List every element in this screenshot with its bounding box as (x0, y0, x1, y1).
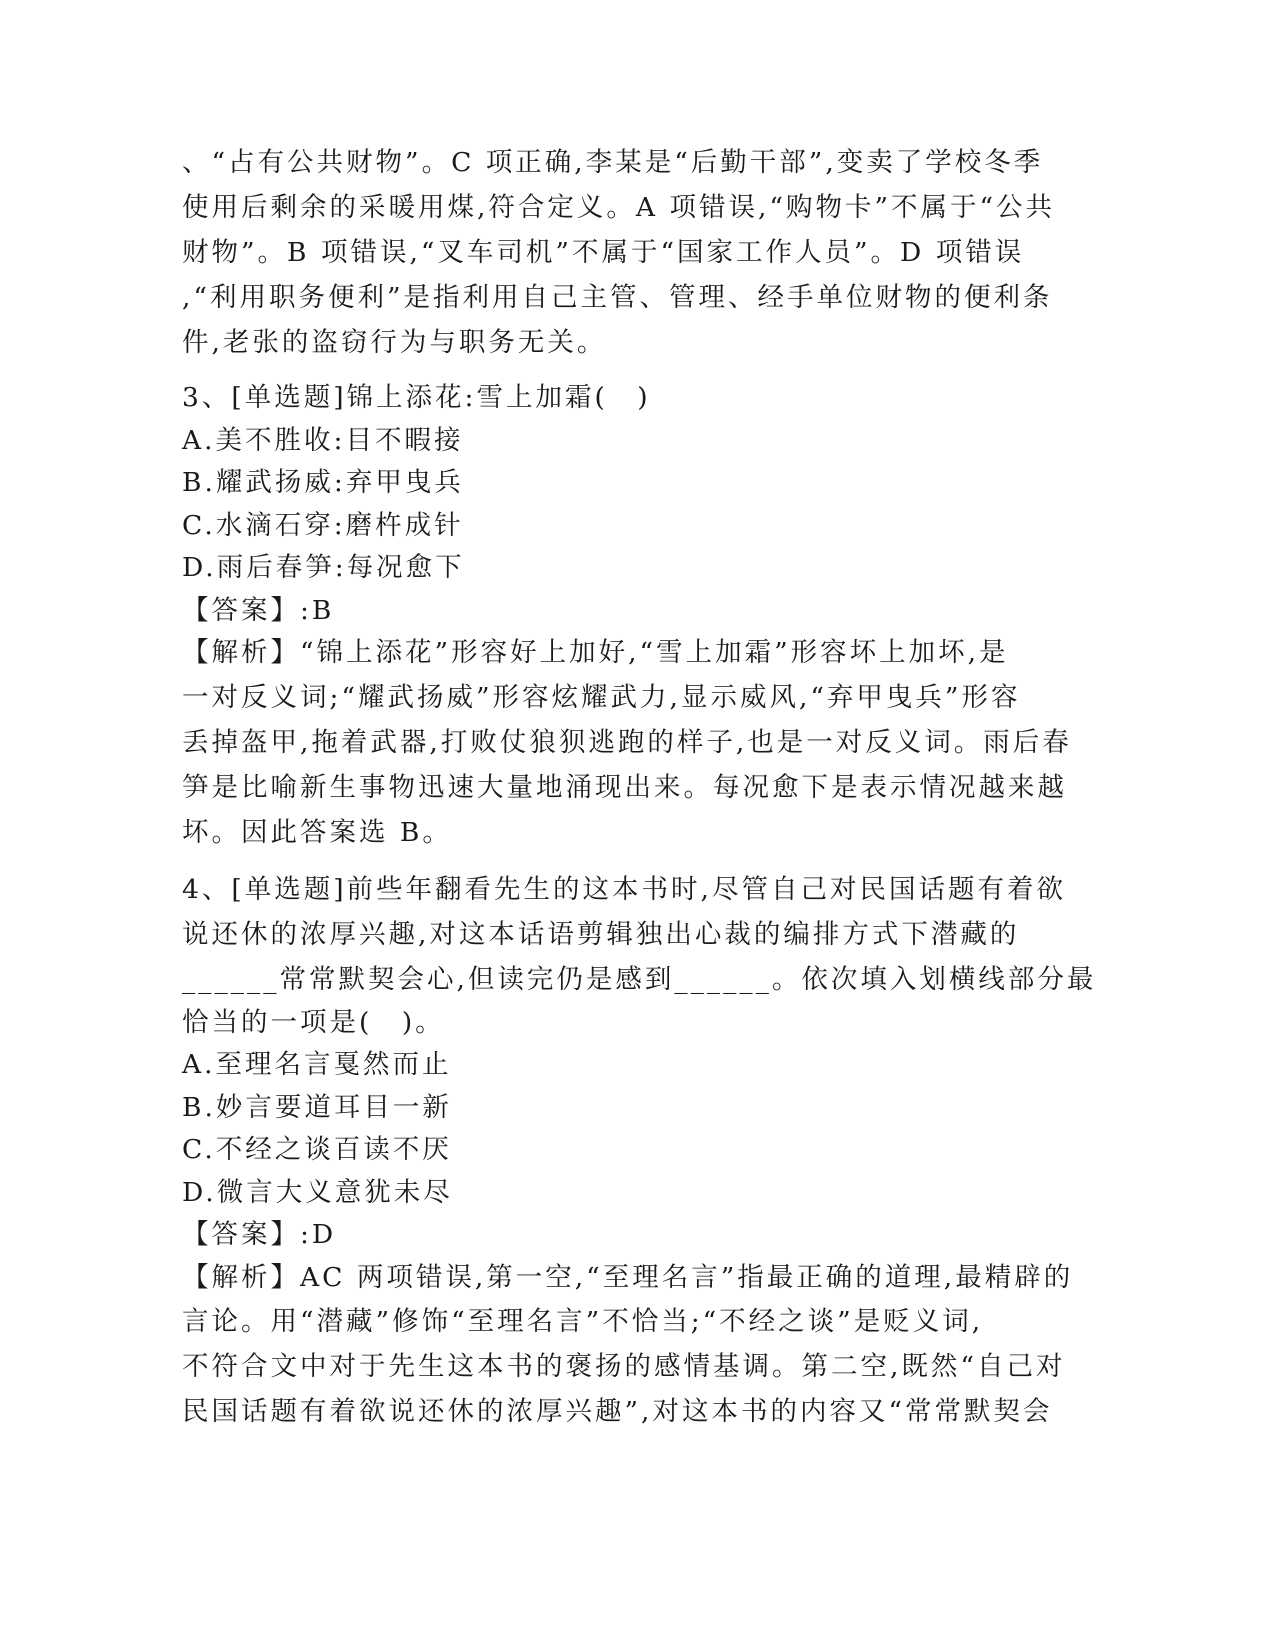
question-3 (182, 377, 1072, 855)
text-line: 使用后剩余的采暖用煤,符合定义。A 项错误,“购物卡”不属于“公共 (182, 192, 1056, 223)
text-line: 【解析】“锦上添花”形容好上加好,“雪上加霜”形容坏上加坏,是 (182, 637, 1009, 668)
answer-label: 【答案】:D (182, 1219, 337, 1250)
question-stem-line: ______常常默契会心,但读完仍是感到______。依次填入划横线部分最 (182, 963, 1097, 995)
spacer (182, 365, 1052, 377)
option-a: A.美不胜收:目不暇接 (182, 424, 464, 456)
option-b: B.妙言要道耳目一新 (182, 1091, 452, 1123)
option-d: D.微言大义意犹未尽 (182, 1176, 453, 1208)
document-page (182, 140, 1097, 1434)
option-a: A.至理名言戛然而止 (182, 1049, 452, 1080)
option-d: D.雨后春笋:每况愈下 (182, 552, 465, 583)
text-line: 、“占有公共财物”。C 项正确,李某是“后勤干部”,变卖了学校冬季 (182, 147, 1044, 178)
text-line: 【解析】AC 两项错误,第一空,“至理名言”指最正确的道理,最精辟的 (182, 1261, 1074, 1293)
question-stem-line: 4、[单选题]前些年翻看先生的这本书时,尽管自己对民国话题有着欲 (182, 873, 1066, 905)
text-line: 言论。用“潜藏”修饰“至理名言”不恰当;“不经之谈”是贬义词, (182, 1306, 984, 1337)
answer-label: 【答案】:B (182, 594, 335, 626)
text-line: 一对反义词;“耀武扬威”形容炫耀武力,显示威风,“弃甲曳兵”形容 (182, 681, 1021, 713)
text-line: 件,老张的盗窃行为与职务无关。 (182, 327, 607, 358)
question-4 (182, 867, 1097, 1435)
text-line: ,“利用职务便利”是指利用自己主管、管理、经手单位财物的便利条 (182, 282, 1053, 313)
spacer (182, 855, 1052, 867)
option-b: B.耀武扬威:弃甲曳兵 (182, 467, 464, 498)
text-line: 笋是比喻新生事物迅速大量地涌现出来。每况愈下是表示情况越来越 (182, 771, 1067, 803)
previous-analysis-continuation (182, 140, 1056, 365)
text-line: 坏。因此答案选 B。 (182, 816, 452, 848)
text-line: 丢掉盔甲,拖着武器,打败仗狼狈逃跑的样子,也是一对反义词。雨后春 (182, 726, 1072, 758)
text-line: 民国话题有着欲说还休的浓厚兴趣”,对这本书的内容又“常常默契会 (182, 1396, 1053, 1427)
option-c: C.水滴石穿:磨杵成针 (182, 509, 464, 541)
text-line: 不符合文中对于先生这本书的褒扬的感情基调。第二空,既然“自己对 (182, 1351, 1066, 1382)
option-c: C.不经之谈百读不厌 (182, 1134, 452, 1165)
analysis (182, 632, 1072, 855)
analysis (182, 1257, 1074, 1435)
question-stem: 3、[单选题]锦上添花:雪上加霜( ) (182, 382, 651, 413)
text-line: 财物”。B 项错误,“叉车司机”不属于“国家工作人员”。D 项错误 (182, 237, 1025, 268)
question-stem-line: 说还休的浓厚兴趣,对这本话语剪辑独出心裁的编排方式下潜藏的 (182, 918, 1020, 950)
question-stem-line: 恰当的一项是( )。 (182, 1006, 445, 1038)
